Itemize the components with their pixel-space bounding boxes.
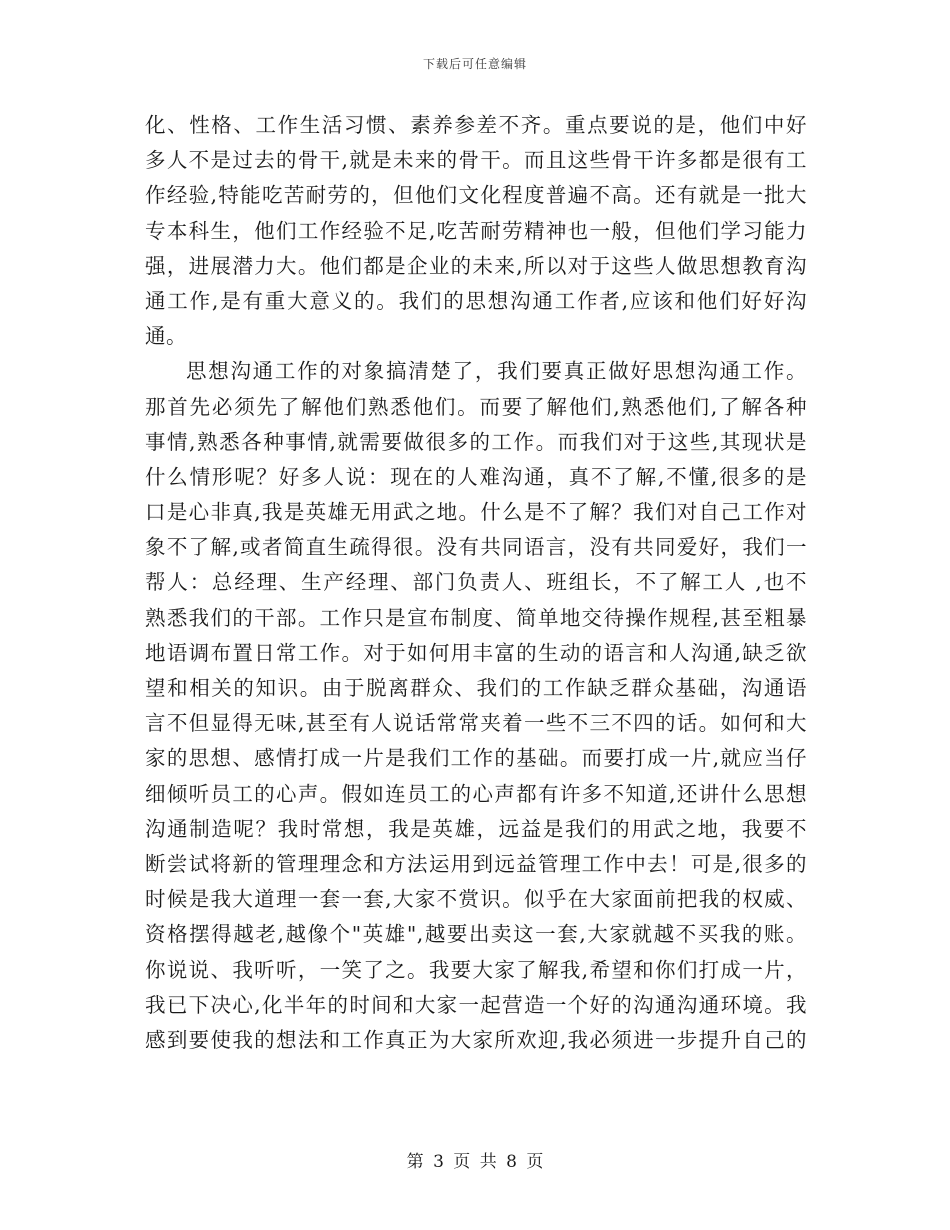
text-line: 通。 [145, 324, 187, 349]
text-line: 沟通制造呢？我时常想，我是英雄，远益是我们的用武之地，我要不 [145, 816, 807, 841]
text-line: 望和相关的知识。由于脱离群众、我们的工作缺乏群众基础，沟通语 [145, 676, 807, 700]
text-line: 时候是我大道理一套一套,大家不赏识。似乎在大家面前把我的权威、 [145, 887, 807, 912]
text-line: 地语调布置日常工作。对于如何用丰富的生动的语言和人沟通,缺乏欲 [145, 640, 807, 665]
text-line: 专本科生，他们工作经验不足,吃苦耐劳精神也一般，但他们学习能力 [145, 218, 807, 243]
text-line: 言不但显得无味,甚至有人说话常常夹着一些不三不四的话。如何和大 [145, 711, 807, 736]
text-line: 那首先必须先了解他们熟悉他们。而要了解他们,熟悉他们,了解各种 [145, 394, 807, 419]
text-line: 帮人：总经理、生产经理、部门负责人、班组长，不了解工人 ,也不 [145, 570, 807, 595]
text-line: 熟悉我们的干部。工作只是宣布制度、简单地交待操作规程,甚至粗暴 [145, 605, 807, 630]
text-line: 多人不是过去的骨干,就是未来的骨干。而且这些骨干许多都是很有工 [145, 148, 807, 173]
text-line: 化、性格、工作生活习惯、素养参差不齐。重点要说的是，他们中好 [145, 113, 807, 137]
paragraph-2 [145, 354, 807, 1058]
document-body [145, 108, 807, 1058]
text-line: 感到要使我的想法和工作真正为大家所欢迎,我必须进一步提升自己的 [145, 1027, 807, 1052]
text-line: 作经验,特能吃苦耐劳的，但他们文化程度普遍不高。还有就是一批大 [145, 183, 807, 208]
text-line: 思想沟通工作的对象搞清楚了，我们要真正做好思想沟通工作。 [186, 359, 807, 384]
text-line: 你说说、我听听，一笑了之。我要大家了解我,希望和你们打成一片， [145, 957, 807, 982]
text-line: 事情,熟悉各种事情,就需要做很多的工作。而我们对于这些,其现状是 [145, 429, 807, 454]
text-line: 我已下决心,化半年的时间和大家一起营造一个好的沟通沟通环境。我 [145, 992, 807, 1017]
paragraph-1 [145, 108, 807, 354]
text-line: 象不了解,或者简直生疏得很。没有共同语言，没有共同爱好，我们一 [145, 535, 807, 560]
text-line: 资格摆得越老,越像个"英雄",越要出卖这一套,大家就越不买我的账。 [145, 922, 807, 947]
text-line: 口是心非真,我是英雄无用武之地。什么是不了解？我们对自己工作对 [145, 500, 807, 525]
page-header: 下载后可任意编辑 [422, 57, 527, 71]
text-line: 断尝试将新的管理理念和方法运用到远益管理工作中去！可是,很多的 [145, 851, 807, 876]
text-line: 通工作,是有重大意义的。我们的思想沟通工作者,应该和他们好好沟 [145, 288, 807, 313]
text-line: 什么情形呢？好多人说：现在的人难沟通，真不了解,不懂,很多的是 [145, 464, 807, 489]
text-line: 细倾听员工的心声。假如连员工的心声都有许多不知道,还讲什么思想 [145, 781, 807, 806]
text-line: 强，进展潜力大。他们都是企业的未来,所以对于这些人做思想教育沟 [145, 253, 807, 278]
text-line: 家的思想、感情打成一片是我们工作的基础。而要打成一片,就应当仔 [145, 746, 807, 771]
page-number: 第 3 页 共 8 页 [406, 1152, 544, 1172]
